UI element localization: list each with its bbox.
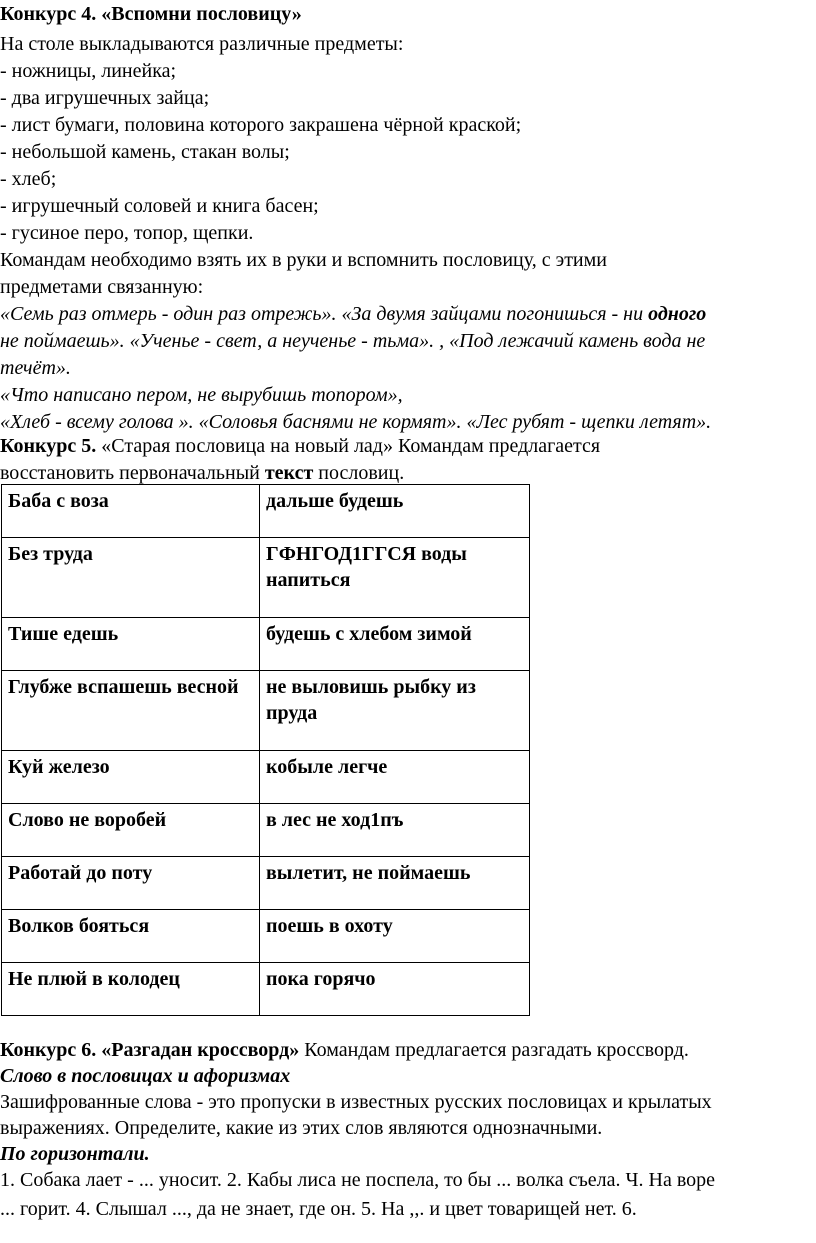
contest4-intro: На столе выкладываются различные предметы: [0,33,404,55]
table-cell-left: Глубже вспашешь весной [2,671,260,751]
table-row [2,671,530,751]
contest6-title-rest: Командам предлагается разгадать кроссворд. [299,1039,689,1061]
contest6-title: Конкурс 6. «Разгадан кроссворд» [0,1039,300,1061]
table-row [2,804,530,857]
contest6-subtitle: Слово в пословицах и афоризмах [0,1065,291,1087]
contest6-heading [0,1037,689,1063]
horizontal-label: По горизонтали. [0,1143,150,1165]
contest6-desc-line2: выражениях. Определите, какие из этих слов являются однозначными. [0,1117,603,1139]
proverbs-emphasis: одного [648,303,707,325]
table-cell-right: ГФНГОД1ГГСЯ воды напиться [260,538,530,618]
list-item: - хлеб; [0,168,57,190]
contest4-proverbs-line2: не поймаешь». «Ученье - свет, а неученье - тьма». , «Под лежачий камень вода не [0,330,706,352]
contest5-text: «Старая пословица на новый лад» Командам предлагается [96,435,601,457]
contest4-task-line2: предметами связанную: [0,276,204,298]
table-cell-right: будешь с хлебом зимой [260,618,530,671]
table-cell-left: Без труда [2,538,260,618]
table-cell-right: кобыле легче [260,751,530,804]
table-cell-left: Работай до поту [2,857,260,910]
table-row [2,751,530,804]
table-cell-right: в лес не ход1пъ [260,804,530,857]
list-item: - небольшой камень, стакан волы; [0,141,290,163]
table-cell-right: вылетит, не поймаешь [260,857,530,910]
table-cell-left: Баба с воза [2,485,260,538]
clues-line2: ... горит. 4. Слышал ..., да не знает, где он. 5. На ,,. и цвет товарищей нет. 6. [0,1198,637,1220]
contest4-proverbs-line1 [0,301,706,327]
contest5-text: пословиц. [313,462,405,484]
contest5-heading-line2 [0,460,404,486]
table-row [2,857,530,910]
contest6-desc-line1: Зашифрованные слова - это пропуски в известных русских пословицах и крылатых [0,1091,712,1113]
contest5-text: восстановить первоначальный [0,462,265,484]
contest4-proverbs-line3: течёт». [0,357,71,379]
table-cell-left: Слово не воробей [2,804,260,857]
table-cell-left: Куй железо [2,751,260,804]
table-row [2,618,530,671]
contest4-proverbs-line5: «Хлеб - всему голова ». «Соловья баснями не кормят». «Лес рубят - щепки летят». [0,411,712,433]
clues-line1: 1. Собака лает - ... уносит. 2. Кабы лиса не поспела, то бы ... волка съела. Ч. На воре [0,1169,716,1191]
list-item: - два игрушечных зайца; [0,87,210,109]
contest4-task-line1: Командам необходимо взять их в руки и вспомнить пословицу, с этими [0,249,607,271]
contest5-title: Конкурс 5. [0,435,97,457]
proverbs-table [1,484,530,1016]
table-row [2,485,530,538]
table-cell-right: не выловишь рыбку из пруда [260,671,530,751]
table-row [2,910,530,963]
table-cell-right: поешь в охоту [260,910,530,963]
table-row [2,963,530,1016]
table-cell-left: Не плюй в колодец [2,963,260,1016]
table-cell-left: Волков бояться [2,910,260,963]
list-item: - ножницы, линейка; [0,60,177,82]
list-item: - лист бумаги, половина которого закрашена чёрной краской; [0,114,522,136]
table-cell-right: пока горячо [260,963,530,1016]
contest4-proverbs-line4: «Что написано пером, не вырубишь топором», [0,384,403,406]
table-cell-left: Тише едешь [2,618,260,671]
table-row [2,538,530,618]
contest5-emphasis: текст [264,462,314,484]
list-item: - игрушечный соловей и книга басен; [0,195,319,217]
table-cell-right: дальше будешь [260,485,530,538]
contest5-heading-line1 [0,433,600,459]
proverbs-text: «Семь раз отмерь - один раз отрежь». «За двумя зайцами погонишься - ни [0,303,649,325]
list-item: - гусиное перо, топор, щепки. [0,222,254,244]
contest4-title: Конкурс 4. «Вспомни пословицу» [0,3,302,25]
